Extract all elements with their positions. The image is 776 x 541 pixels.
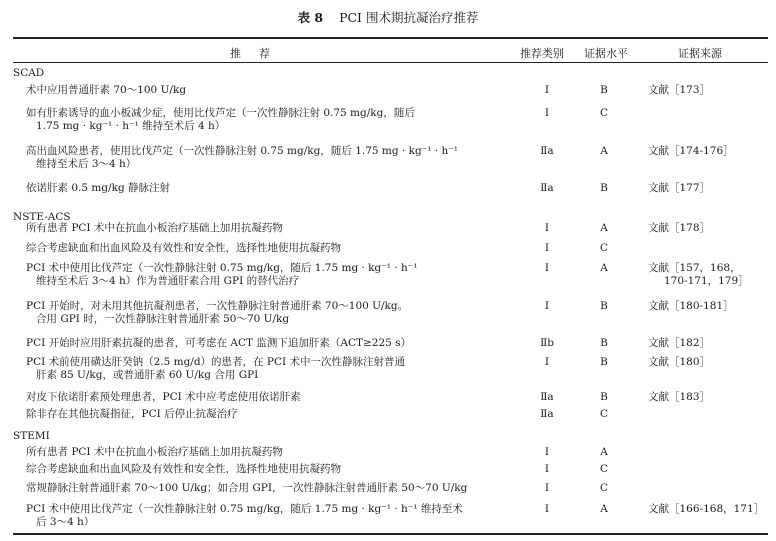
evidence-source [648,262,768,288]
recommendation-line: 对皮下依诺肝素预处理患者，PCI 术中应考虑使用依诺肝素 [26,391,301,403]
evidence-level: C [599,408,609,420]
recommendation-class: Ⅰ [544,300,550,312]
evidence-level: B [600,182,608,194]
recommendation-class: Ⅰ [544,482,550,494]
table-caption [0,8,776,26]
evidence-source-line: 文献［177］ [648,182,711,194]
recommendation-class: Ⅰ [544,242,550,254]
evidence-source [648,145,768,158]
header-source: 证据来源 [678,47,722,60]
recommendation-text [26,337,504,350]
recommendation-class: Ⅱa [540,145,554,157]
evidence-source-line: 文献［182］ [648,337,711,349]
section-label: STEMI [13,430,50,442]
recommendation-line: 综合考虑缺血和出血风险及有效性和安全性，选择性地使用抗凝药物 [26,463,341,475]
recommendation-text [26,408,504,421]
recommendation-class: Ⅱa [540,408,554,420]
evidence-level: A [600,222,608,234]
evidence-level: B [600,337,608,349]
section-label: NSTE-ACS [13,211,71,223]
recommendation-line: PCI 术前使用磺达肝癸钠（2.5 mg/d）的患者，在 PCI 术中一次性静脉注射普通 [26,356,405,368]
recommendation-line: PCI 术中使用比伐芦定（一次性静脉注射 0.75 mg/kg，随后 1.75 mg · kg⁻¹ · h⁻¹ 维持至术 [26,503,463,515]
recommendation-line: 维持至术后 3～4 h）作为普通肝素合用 GPI 的替代治疗 [36,275,300,287]
evidence-level: C [599,242,609,254]
recommendation-text [26,300,504,326]
recommendation-text [26,446,504,459]
recommendation-text [26,84,504,97]
evidence-source [648,391,768,404]
recommendation-class: Ⅰ [544,262,550,274]
evidence-level: A [600,446,608,458]
evidence-source [648,337,768,350]
evidence-level: B [600,356,608,368]
recommendation-class: Ⅰ [544,503,550,515]
evidence-level: C [599,463,609,475]
recommendation-class: Ⅰ [544,222,550,234]
evidence-level: A [600,262,608,274]
recommendation-class: Ⅰ [544,84,550,96]
evidence-level: B [600,391,608,403]
evidence-level: B [600,84,608,96]
recommendation-line: 常规静脉注射普通肝素 70～100 U/kg；如合用 GPI，一次性静脉注射普通肝素 50～70 U/kg [26,482,468,494]
evidence-source-line: 文献［180］ [648,356,711,368]
recommendation-class: Ⅱa [540,182,554,194]
section-label: SCAD [13,67,45,79]
recommendation-line: PCI 开始时应用肝素抗凝的患者，可考虑在 ACT 监测下追加肝素（ACT≥225 s） [26,337,412,349]
evidence-source-line: 170-171，179］ [664,275,749,287]
recommendation-text [26,222,504,235]
evidence-source-line: 文献［178］ [648,222,711,234]
evidence-source [648,84,768,97]
evidence-source-line: 文献［174-176］ [648,145,734,157]
evidence-source [648,356,768,369]
evidence-level: B [600,300,608,312]
header-level: 证据水平 [584,47,628,60]
evidence-source-line: 文献［157，168， [648,262,741,274]
recommendation-text [26,145,504,171]
header-recommendation: 推荐 [230,47,288,60]
evidence-level: C [599,107,609,119]
recommendation-line: 合用 GPI 时，一次性静脉注射普通肝素 50～70 U/kg [36,313,290,325]
evidence-source [648,222,768,235]
recommendation-line: PCI 开始时，对未用其他抗凝剂患者，一次性静脉注射普通肝素 70～100 U/kg。 [26,300,409,312]
recommendation-line: 除非存在其他抗凝指征，PCI 后停止抗凝治疗 [26,408,238,420]
recommendation-line: 所有患者 PCI 术中在抗血小板治疗基础上加用抗凝药物 [26,446,283,458]
evidence-source-line: 文献［173］ [648,84,711,96]
recommendation-line: 依诺肝素 0.5 mg/kg 静脉注射 [26,182,171,194]
bottom-rule [13,533,768,535]
evidence-level: C [599,482,609,494]
recommendation-class: Ⅱa [540,391,554,403]
recommendation-text [26,356,504,382]
recommendation-class: Ⅱb [540,337,554,349]
table-number: 表 8 [297,10,324,25]
recommendation-line: 1.75 mg · kg⁻¹ · h⁻¹ 维持至术后 4 h） [36,120,226,132]
recommendation-line: 术中应用普通肝素 70～100 U/kg [26,84,187,96]
recommendation-line: 综合考虑缺血和出血风险及有效性和安全性，选择性地使用抗凝药物 [26,242,341,254]
evidence-source [648,300,768,313]
recommendation-class: Ⅰ [544,463,550,475]
recommendation-text [26,391,504,404]
recommendation-text [26,503,504,529]
evidence-level: A [600,503,608,515]
top-rule [13,37,768,39]
table-title: PCI 围术期抗凝治疗推荐 [339,10,479,25]
evidence-source-line: 文献［180-181］ [648,300,734,312]
recommendation-class: Ⅰ [544,446,550,458]
header-rule [13,62,768,63]
recommendation-text [26,107,504,133]
recommendation-class: Ⅰ [544,107,550,119]
recommendation-text [26,463,504,476]
recommendation-line: 肝素 85 U/kg，或普通肝素 60 U/kg 合用 GPI [36,369,259,381]
recommendation-line: 高出血风险患者，使用比伐芦定（一次性静脉注射 0.75 mg/kg，随后 1.75 mg · kg⁻¹ · h⁻¹ [26,145,458,157]
recommendation-text [26,262,504,288]
recommendation-line: 后 3～4 h） [36,516,95,528]
evidence-source-line: 文献［183］ [648,391,711,403]
evidence-source-line: 文献［166-168，171］ [648,503,765,515]
recommendation-class: Ⅰ [544,356,550,368]
recommendation-line: PCI 术中使用比伐芦定（一次性静脉注射 0.75 mg/kg，随后 1.75 mg · kg⁻¹ · h⁻¹ [26,262,418,274]
recommendation-line: 维持至术后 3～4 h） [36,158,137,170]
evidence-level: A [600,145,608,157]
recommendation-line: 如有肝素诱导的血小板减少症，使用比伐芦定（一次性静脉注射 0.75 mg/kg，随后 [26,107,415,119]
recommendation-line: 所有患者 PCI 术中在抗血小板治疗基础上加用抗凝药物 [26,222,283,234]
recommendation-text [26,182,504,195]
evidence-source [648,182,768,195]
recommendation-text [26,242,504,255]
header-class: 推荐类别 [520,47,564,60]
recommendation-text [26,482,504,495]
evidence-source [648,503,768,516]
